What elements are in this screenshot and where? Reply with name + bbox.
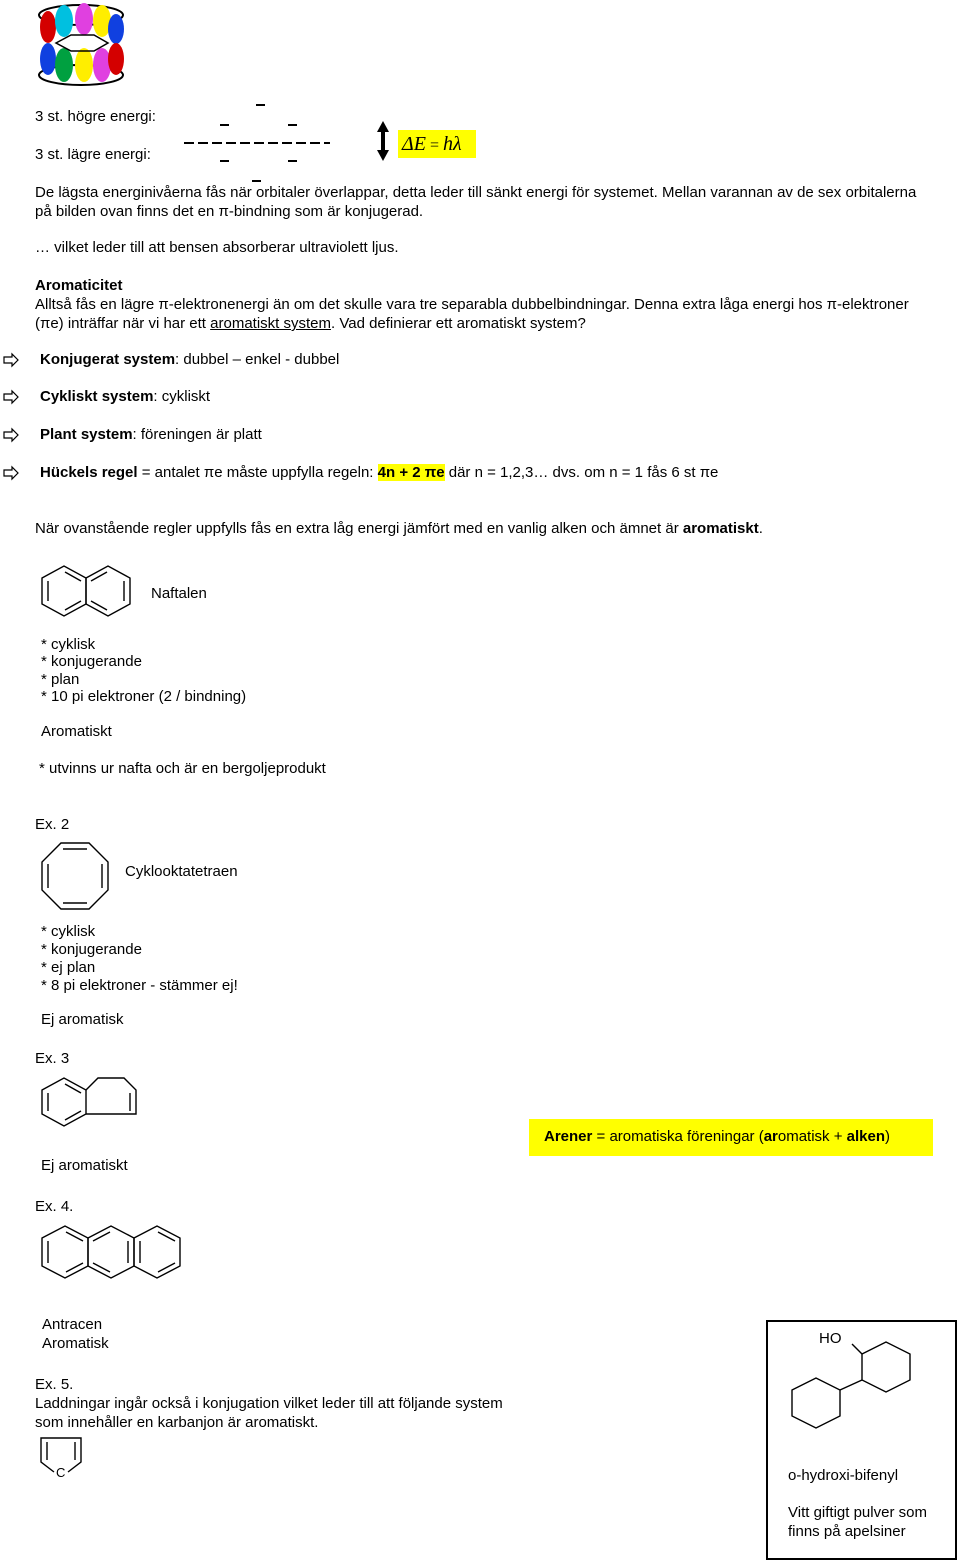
carbanion-atom: C — [56, 1465, 66, 1480]
arrow-bullet-icon — [3, 354, 19, 366]
arener-definition-box — [529, 1119, 933, 1156]
anthracene-structure — [40, 1224, 190, 1280]
formula-delta: ΔE — [402, 133, 426, 155]
ex2-prop: * ej plan — [41, 959, 96, 976]
formula-eq: = — [425, 137, 443, 154]
aromaticity-body: Alltså fås en lägre π-elektronenergi än om det skulle vara tre separabla dubbelbindningar. Denna extra låga energi hos π-elektroner (πe) inträffar när vi har ett aromatiskt system. Vad definierar ett aromatiskt system? — [35, 296, 909, 332]
huckel-rule-highlight: 4n + 2 πe — [377, 464, 445, 481]
o-hydroxybiphenyl-structure — [790, 1346, 916, 1436]
ex4-label: Ex. 4. — [35, 1198, 74, 1215]
naphthalene-prop: * 10 pi elektroner (2 / bindning) — [41, 688, 247, 705]
ex4-verdict: Aromatisk — [42, 1335, 109, 1352]
cyclooctatetraene-structure — [40, 841, 110, 911]
naphthalene-structure — [38, 564, 134, 620]
ex2-prop: * 8 pi elektroner - stämmer ej! — [41, 977, 238, 994]
ex2-name: Cyklooktatetraen — [125, 863, 238, 880]
formula-rhs: hλ — [443, 133, 462, 155]
ex5-text: Laddningar ingår också i konjugation vilket leder till att följande system som innehåller en karbanjon är aromatiskt. — [35, 1395, 503, 1431]
ex4-name: Antracen — [42, 1316, 103, 1333]
ex3-label: Ex. 3 — [35, 1050, 70, 1067]
biphenyl-description: Vitt giftigt pulver som finns på apelsiner — [788, 1504, 927, 1540]
biphenyl-box — [766, 1320, 957, 1560]
ex2-verdict: Ej aromatisk — [41, 1011, 124, 1028]
ex5-label: Ex. 5. — [35, 1376, 74, 1393]
ex2-prop: * cyklisk — [41, 923, 96, 940]
naphthalene-verdict: Aromatiskt — [41, 723, 112, 740]
naphthalene-prop: * konjugerande — [41, 653, 142, 670]
biphenyl-name: o-hydroxi-bifenyl — [788, 1467, 899, 1484]
higher-energy-label: 3 st. högre energi: — [35, 108, 156, 125]
arrow-bullet-icon — [3, 429, 19, 441]
aromaticity-heading: Aromaticitet — [35, 277, 123, 294]
naphthalene-prop: * cyklisk — [41, 636, 96, 653]
benzene-orbital-diagram — [36, 3, 126, 89]
ex3-verdict: Ej aromatiskt — [41, 1157, 128, 1174]
arener-definition: Arener = aromatiska föreningar (aromatisk + alken) — [544, 1128, 891, 1145]
arrow-bullet-icon — [3, 467, 19, 479]
ex2-label: Ex. 2 — [35, 816, 70, 833]
naphthalene-prop: * plan — [41, 671, 80, 688]
arrow-bullet-icon — [3, 391, 19, 403]
energy-formula — [398, 130, 476, 158]
naphthalene-note: * utvinns ur nafta och är en bergoljeprodukt — [39, 760, 326, 777]
intro-paragraph: De lägsta energinivåerna fås när orbitaler överlappar, detta leder till sänkt energi för systemet. Mellan varannan av de sex orbitalerna på bilden ovan finns det en π-bindning som är konjugerad. — [35, 184, 917, 220]
naphthalene-name: Naftalen — [151, 585, 207, 602]
conclusion-paragraph: När ovanstående regler uppfylls fås en extra låg energi jämfört med en vanlig alken och ämnet är aromatiskt. — [35, 520, 763, 537]
energy-dashed-line — [184, 141, 334, 145]
aromatic-system-link: aromatiskt system — [210, 315, 331, 332]
lower-energy-label: 3 st. lägre energi: — [35, 146, 151, 163]
hydroxyl-group: HO — [819, 1330, 842, 1347]
double-arrow-icon — [375, 121, 391, 161]
indene-structure — [40, 1076, 140, 1128]
uv-paragraph: … vilket leder till att bensen absorberar ultraviolett ljus. — [35, 239, 399, 256]
ex2-prop: * konjugerande — [41, 941, 142, 958]
